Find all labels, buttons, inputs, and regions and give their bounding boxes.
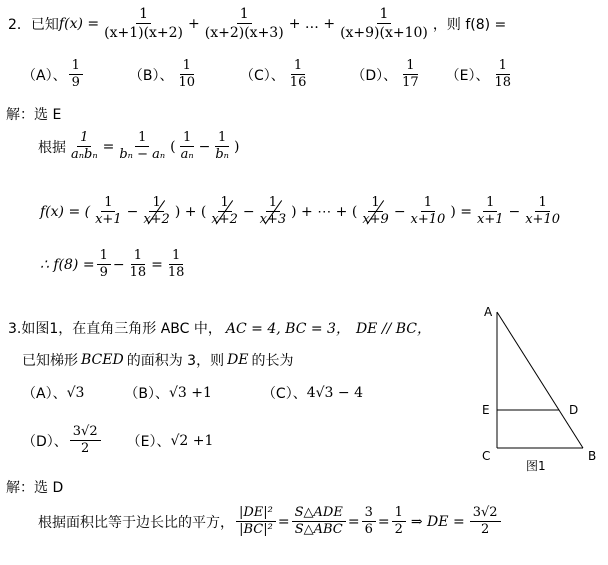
q2-option-e: （E）、 $\frac{1}{18}$	[445, 58, 512, 90]
q2-stem-prefix: 2．已知	[8, 16, 59, 33]
label-b: B	[588, 449, 597, 463]
cancelled-term: $\frac{1}{x+3}$	[257, 195, 290, 228]
q2-basis: 根据 $\frac{1}{\text{aₙbₙ}}$ = $\frac{1}{\text{bₙ − aₙ}}$ ( $\frac{1}{\text{aₙ}}$ − $\frac{1}{\text{bₙ}}$ )	[38, 130, 240, 162]
q3-option-c: （C）、 4√3 − 4	[261, 385, 363, 402]
q3-stem: 3.如图1，在直角三角形 ABC 中， AC = 4, BC = 3， DE // BC，	[8, 321, 431, 337]
q2-option-c: （C）、 $\frac{1}{16}$	[240, 58, 307, 90]
q2-term-1: $\frac{1}{(x+1)(x+2)}$	[104, 6, 184, 41]
q2-options	[22, 58, 538, 91]
label-d: D	[569, 403, 579, 417]
q2-result: ∴ f(8) = $\frac{1}{9}$ − $\frac{1}{18}$ = $\frac{1}{18}$	[40, 248, 185, 280]
q3-option-d: （D）、 $\frac{3√2}{2}$	[22, 424, 103, 457]
label-e: E	[482, 403, 490, 417]
q3-option-a: （A）、 √3	[22, 385, 85, 402]
q2-answer: 解：选 E	[6, 107, 62, 123]
cancelled-term: $\frac{1}{x+2}$	[208, 195, 241, 228]
segment-ab	[497, 312, 583, 448]
q3-option-e: （E）、 √2 +1	[126, 432, 214, 450]
cancelled-term: $\frac{1}{x+9}$	[359, 195, 392, 228]
q3-options-row2	[22, 424, 235, 457]
q2-stem: 2．已知 f(x) = $\frac{1}{(x+1)(x+2)}$ + $\frac{1}{(x+2)(x+3)}$ + … + $\frac{1}{(x+9)(x+10)}$ ，则 f(8) =	[8, 6, 507, 41]
q2-expansion: f(x) = ( $\frac{1}{x+1}$ − $\frac{1}{x+2}$ ) + ( $\frac{1}{x+2}$ − $\frac{1}{x+3}$ ) + ⋯ + ( $\frac{1}{x+9}$ − $\frac{1}{x+10}$ ) = $\frac{1}{x+1}$ − $\frac{1}{x+10}$	[40, 195, 560, 227]
q2-term-2: $\frac{1}{(x+2)(x+3)}$	[204, 6, 284, 41]
q2-option-b: （B）、 $\frac{1}{10}$	[128, 58, 196, 90]
q2-stem-suffix: ，则 f(8) =	[432, 16, 507, 33]
label-a: A	[484, 305, 493, 319]
q3-stem-line2: 已知梯形 BCED 的面积为 3，则 DE 的长为	[22, 352, 294, 369]
figure-triangle	[470, 300, 600, 480]
q3-answer: 解：选 D	[6, 480, 64, 496]
q3-basis: 根据面积比等于边长比的平方， $\frac{\text{|DE|²}}{\text{|BC|²}}$ = $\frac{\text{S△ADE}}{\text{S△ABC}}$ = $\frac{3}{6}$ = $\frac{1}{2}$ ⇒ DE = $\frac{3√2}{2}$	[38, 505, 503, 538]
q2-option-a: （A）、 $\frac{1}{9}$	[22, 58, 85, 91]
cancelled-term: $\frac{1}{x+2}$	[140, 195, 173, 228]
label-c: C	[482, 449, 491, 463]
q2-option-d: （D）、 $\frac{1}{17}$	[351, 58, 419, 90]
q2-term-3: $\frac{1}{(x+9)(x+10)}$	[340, 6, 428, 41]
q2-f-lhs: f(x) =	[58, 15, 100, 32]
figure-caption: 图1	[526, 459, 546, 473]
q3-option-b: （B）、 √3 +1	[124, 385, 212, 402]
q3-options-row1	[22, 383, 385, 403]
